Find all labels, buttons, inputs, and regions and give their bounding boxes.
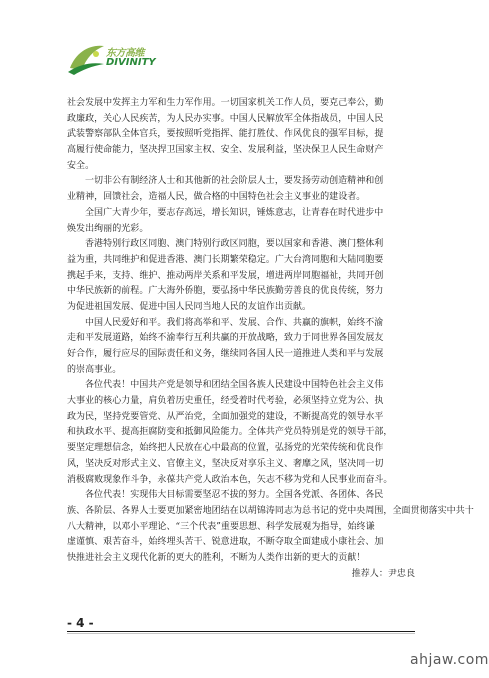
- paragraph-line: 一切非公有制经济人士和其他新的社会阶层人士，要发扬劳动创造精神和创: [85, 176, 384, 187]
- paragraph-line: 和执政水平、提高拒腐防变和抵御风险能力。全体共产党员特别是党的领导干部，: [67, 427, 393, 438]
- paragraph-line: 高履行使命能力，坚决捍卫国家主权、安全、发展利益，坚决保卫人民生命财产: [67, 145, 384, 156]
- document-body: [67, 96, 474, 582]
- footer-divider-shadow: [67, 633, 415, 634]
- paragraph-line: 各位代表！中国共产党是领导和团结全国各族人民建设中国特色社会主义伟: [85, 380, 384, 391]
- paragraph-line: 为促进祖国发展、促进中国人民同当地人民的友谊作出贡献。: [67, 301, 312, 312]
- paragraph-line: 携起手来，支持、维护、推动两岸关系和平发展，增进两岸同胞福祉，共同开创: [67, 270, 384, 281]
- paragraph-line: 武装警察部队全体官兵，要按照听党指挥、能打胜仗、作风优良的强军目标，提: [67, 129, 384, 140]
- paragraph-line: 业精神，回馈社会，造福人民，做合格的中国特色社会主义事业的建设者。: [67, 192, 366, 203]
- paragraph-line: 政为民，坚持党要管党、从严治党，全面加强党的建设，不断提高党的领导水平: [67, 411, 384, 422]
- logo-chinese-text: 东方高维: [106, 48, 144, 59]
- paragraph-line: 社会发展中发挥主力军和生力军作用。一切国家机关工作人员，要克己奉公，勤: [67, 98, 384, 108]
- page-number: - 4 -: [67, 616, 94, 630]
- paragraph-line: 消极腐败现象作斗争，永葆共产党人政治本色，矢志不移为党和人民事业而奋斗。: [67, 474, 393, 485]
- paragraph-line: 好合作，履行应尽的国际责任和义务，继续同各国人民一道推进人类和平与发展: [67, 349, 384, 359]
- paragraph-line: 族、各阶层、各界人士要更加紧密地团结在以胡锦涛同志为总书记的党中央周围，全面贯彻落实中共十: [67, 505, 474, 516]
- paragraph-line: 政廉政，关心人民疾苦，为人民办实事。中国人民解放军全体指战员，中国人民: [67, 113, 384, 124]
- paragraph-line: 各位代表！实现伟大目标需要坚忍不拔的努力。全国各党派、各团体、各民: [85, 490, 384, 501]
- paragraph-line: 中华民族新的前程。广大海外侨胞，要弘扬中华民族勤劳善良的优良传统，努力: [67, 286, 384, 297]
- paragraph-line: 快推进社会主义现代化新的更大的胜利，不断为人类作出新的更大的贡献！: [67, 552, 366, 563]
- logo-english-text: DIVINITY: [106, 57, 156, 68]
- paragraph-line: 益为重，共同维护和促进香港、澳门长期繁荣稳定。广大台湾同胞和大陆同胞要: [67, 254, 384, 265]
- paragraph-line: 香港特别行政区同胞、澳门特别行政区同胞，要以国家和香港、澳门整体利: [85, 239, 384, 250]
- recommender-signature: 推荐人：尹忠良: [351, 568, 415, 579]
- paragraph-line: 中国人民爱好和平。我们将高举和平、发展、合作、共赢的旗帜，始终不渝: [85, 317, 384, 328]
- paragraph-line: 焕发出绚丽的光彩。: [67, 223, 149, 234]
- paragraph-line: 风，坚决反对形式主义、官僚主义，坚决反对享乐主义、奢靡之风，坚决同一切: [67, 458, 384, 469]
- paragraph-line: 要坚定理想信念，始终把人民放在心中最高的位置，弘扬党的光荣传统和优良作: [67, 443, 384, 454]
- paragraph-line: 走和平发展道路，始终不渝奉行互利共赢的开放战略，致力于同世界各国发展友: [67, 333, 384, 344]
- paragraph-line: 的崇高事业。: [67, 364, 122, 375]
- paragraph-line: 大事业的核心力量，肩负着历史重任，经受着时代考验，必须坚持立党为公、执: [67, 396, 384, 407]
- footer-divider: [67, 631, 415, 632]
- logo: [66, 38, 196, 78]
- paragraph-line: 安全。: [67, 160, 95, 171]
- paragraph-line: 全国广大青少年，要志存高远，增长知识，锤炼意志，让青春在时代进步中: [85, 207, 384, 218]
- watermark: ahjaw.com: [410, 652, 489, 668]
- paragraph-line: 八大精神，以邓小平理论、“三个代表”重要思想、科学发展观为指导，始终谦: [67, 521, 375, 532]
- logo-emblem-icon: [66, 38, 106, 76]
- paragraph-line: 虚谨慎、艰苦奋斗，始终埋头苦干、锐意进取，不断夺取全面建成小康社会、加: [67, 537, 384, 548]
